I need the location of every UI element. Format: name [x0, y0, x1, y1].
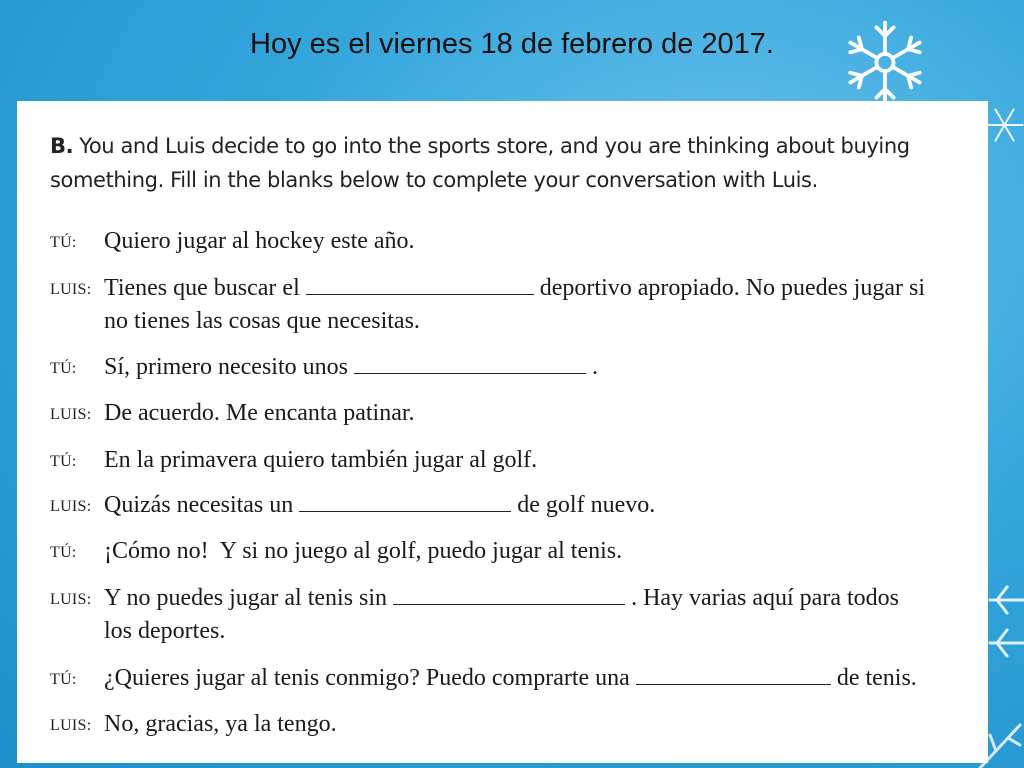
dialogue-text: . Hay varias aquí para todos — [631, 585, 899, 611]
dialogue-text: ¡Cómo no! Y si no juego al golf, puedo jugar al tenis. — [104, 538, 623, 564]
speaker-label: LUIS: — [50, 591, 92, 608]
answer-blank-3[interactable] — [299, 491, 511, 512]
snowflake-icon — [985, 575, 1024, 665]
dialogue-text: no tienes las cosas que necesitas. — [104, 308, 420, 334]
dialogue-text: De acuerdo. Me encanta patinar. — [104, 400, 415, 426]
speaker-label: LUIS: — [50, 498, 92, 515]
speaker-label: LUIS: — [50, 281, 92, 298]
answer-blank-5[interactable] — [636, 664, 831, 685]
speaker-label: TÚ: — [50, 453, 77, 470]
dialogue-text: Y no puedes jugar al tenis sin — [104, 585, 388, 611]
exercise-label: B. — [50, 134, 74, 158]
dialogue-text: Sí, primero necesito unos — [104, 354, 348, 380]
dialogue-text: los deportes. — [104, 618, 226, 644]
dialogue-text: ¿Quieres jugar al tenis conmigo? Puedo comprarte una — [104, 665, 630, 691]
dialogue-text: No, gracias, ya la tengo. — [104, 711, 337, 737]
dialogue-text: Quiero jugar al hockey este año. — [104, 228, 415, 254]
dialogue-text: de golf nuevo. — [517, 492, 656, 518]
speaker-label: TÚ: — [50, 234, 77, 251]
exercise-instructions — [50, 129, 950, 197]
answer-blank-1[interactable] — [306, 274, 534, 295]
dialogue-text: En la primavera quiero también jugar al golf. — [104, 447, 538, 473]
speaker-label: TÚ: — [50, 544, 77, 561]
instructions-text: You and Luis decide to go into the sports store, and you are thinking about buying something. Fill in the blanks below to complete your conversation with Luis. — [50, 134, 910, 192]
speaker-label: LUIS: — [50, 406, 92, 423]
speaker-label: LUIS: — [50, 717, 92, 734]
dialogue-text: Tienes que buscar el — [104, 275, 300, 301]
answer-blank-4[interactable] — [393, 584, 625, 605]
speaker-label: TÚ: — [50, 671, 77, 688]
dialogue-text: deportivo apropiado. No puedes jugar si — [539, 275, 925, 301]
snowflake-icon — [985, 95, 1024, 155]
worksheet-panel — [17, 101, 988, 763]
dialogue-text: de tenis. — [836, 665, 917, 691]
speaker-label: TÚ: — [50, 360, 77, 377]
dialogue-text: . — [591, 354, 598, 380]
answer-blank-2[interactable] — [354, 353, 586, 374]
slide-title: Hoy es el viernes 18 de febrero de 2017. — [250, 28, 774, 60]
dialogue-text: Quizás necesitas un — [104, 492, 294, 518]
